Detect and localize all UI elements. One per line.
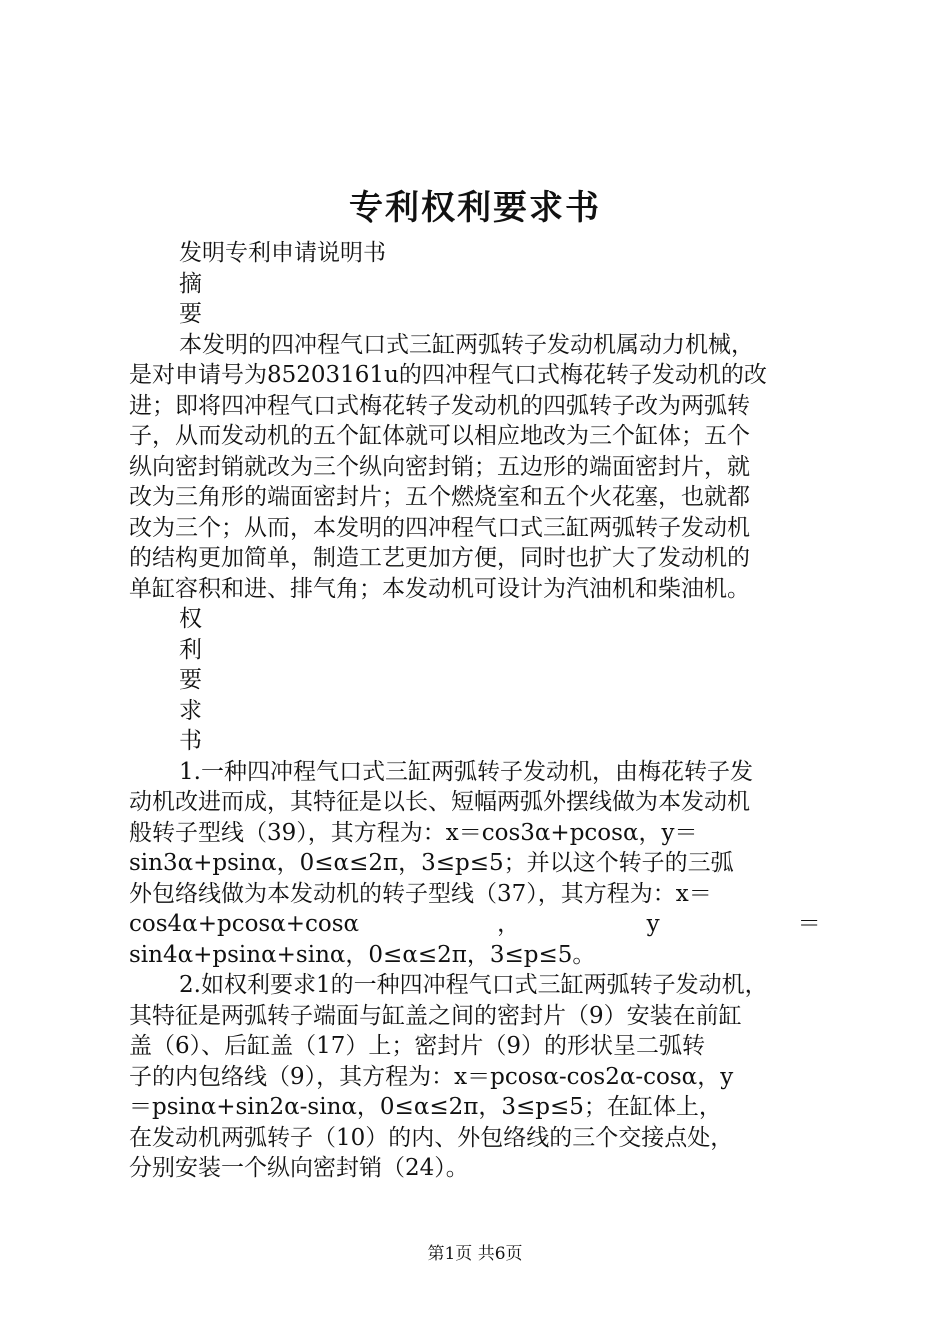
section-heading-char: 求 — [179, 697, 202, 724]
paragraph-line: 子，从而发动机的五个缸体就可以相应地改为三个缸体；五个 — [129, 423, 750, 449]
claim-line: 分别安装一个纵向密封销（24）。 — [129, 1155, 469, 1181]
paragraph-line: 纵向密封销就改为三个纵向密封销；五边形的端面密封片，就 — [129, 453, 750, 480]
section-heading-char: 书 — [179, 728, 202, 754]
claim-line: 盖（6）、后缸盖（17）上；密封片（9）的形状呈二弧转 — [129, 1033, 706, 1059]
section-heading-char: 权 — [179, 606, 202, 632]
claim-line: 外包络线做为本发动机的转子型线（37），其方程为：x＝ — [129, 880, 712, 907]
section-heading-char: 利 — [179, 636, 202, 663]
claim-line: 其特征是两弧转子端面与缸盖之间的密封片（9）安装在前缸 — [129, 1002, 742, 1029]
claim-line: 子的内包络线（9），其方程为：x＝pcosα-cos2α-cosα，y — [129, 1063, 734, 1090]
section-heading-char: 要 — [179, 667, 202, 693]
claim-line: 1.一种四冲程气口式三缸两弧转子发动机，由梅花转子发 — [179, 758, 753, 785]
claim-line: 2.如权利要求1的一种四冲程气口式三缸两弧转子发动机， — [179, 972, 768, 998]
claim-line: sin4α+psinα+sinα，0≤α≤2π，3≤p≤5。 — [129, 941, 596, 968]
document-body — [129, 238, 829, 1184]
claim-line: 般转子型线（39），其方程为：x＝cos3α+pcosα，y＝ — [129, 819, 698, 846]
claim-line: cos4α+pcosα+cosα ， y ＝ — [129, 911, 821, 937]
paragraph-line: 改为三个；从而，本发明的四冲程气口式三缸两弧转子发动机 — [129, 514, 750, 541]
page-number: 第1页 共6页 — [427, 1244, 523, 1264]
paragraph-line: 进；即将四冲程气口式梅花转子发动机的四弧转子改为两弧转 — [129, 392, 750, 419]
paragraph-line: 本发明的四冲程气口式三缸两弧转子发动机属动力机械， — [179, 331, 754, 358]
claim-line: ＝psinα+sin2α-sinα，0≤α≤2π，3≤p≤5；在缸体上， — [129, 1094, 722, 1120]
claim-line: 在发动机两弧转子（10）的内、外包络线的三个交接点处， — [129, 1124, 734, 1151]
paragraph-line: 是对申请号为85203161u的四冲程气口式梅花转子发动机的改 — [129, 362, 767, 388]
document-title: 专利权利要求书 — [349, 188, 601, 228]
claim-line: 动机改进而成，其特征是以长、短幅两弧外摆线做为本发动机 — [129, 789, 750, 815]
section-heading-char: 摘 — [179, 270, 202, 297]
paragraph-line: 的结构更加简单，制造工艺更加方便，同时也扩大了发动机的 — [129, 545, 750, 571]
section-heading-char: 要 — [179, 301, 202, 327]
paragraph-line: 改为三角形的端面密封片；五个燃烧室和五个火花塞，也就都 — [129, 484, 750, 510]
paragraph-line: 单缸容积和进、排气角；本发动机可设计为汽油机和柴油机。 — [129, 575, 750, 602]
claim-line: sin3α+psinα，0≤α≤2π，3≤p≤5；并以这个转子的三弧 — [129, 850, 734, 876]
section-heading: 发明专利申请说明书 — [179, 240, 386, 266]
